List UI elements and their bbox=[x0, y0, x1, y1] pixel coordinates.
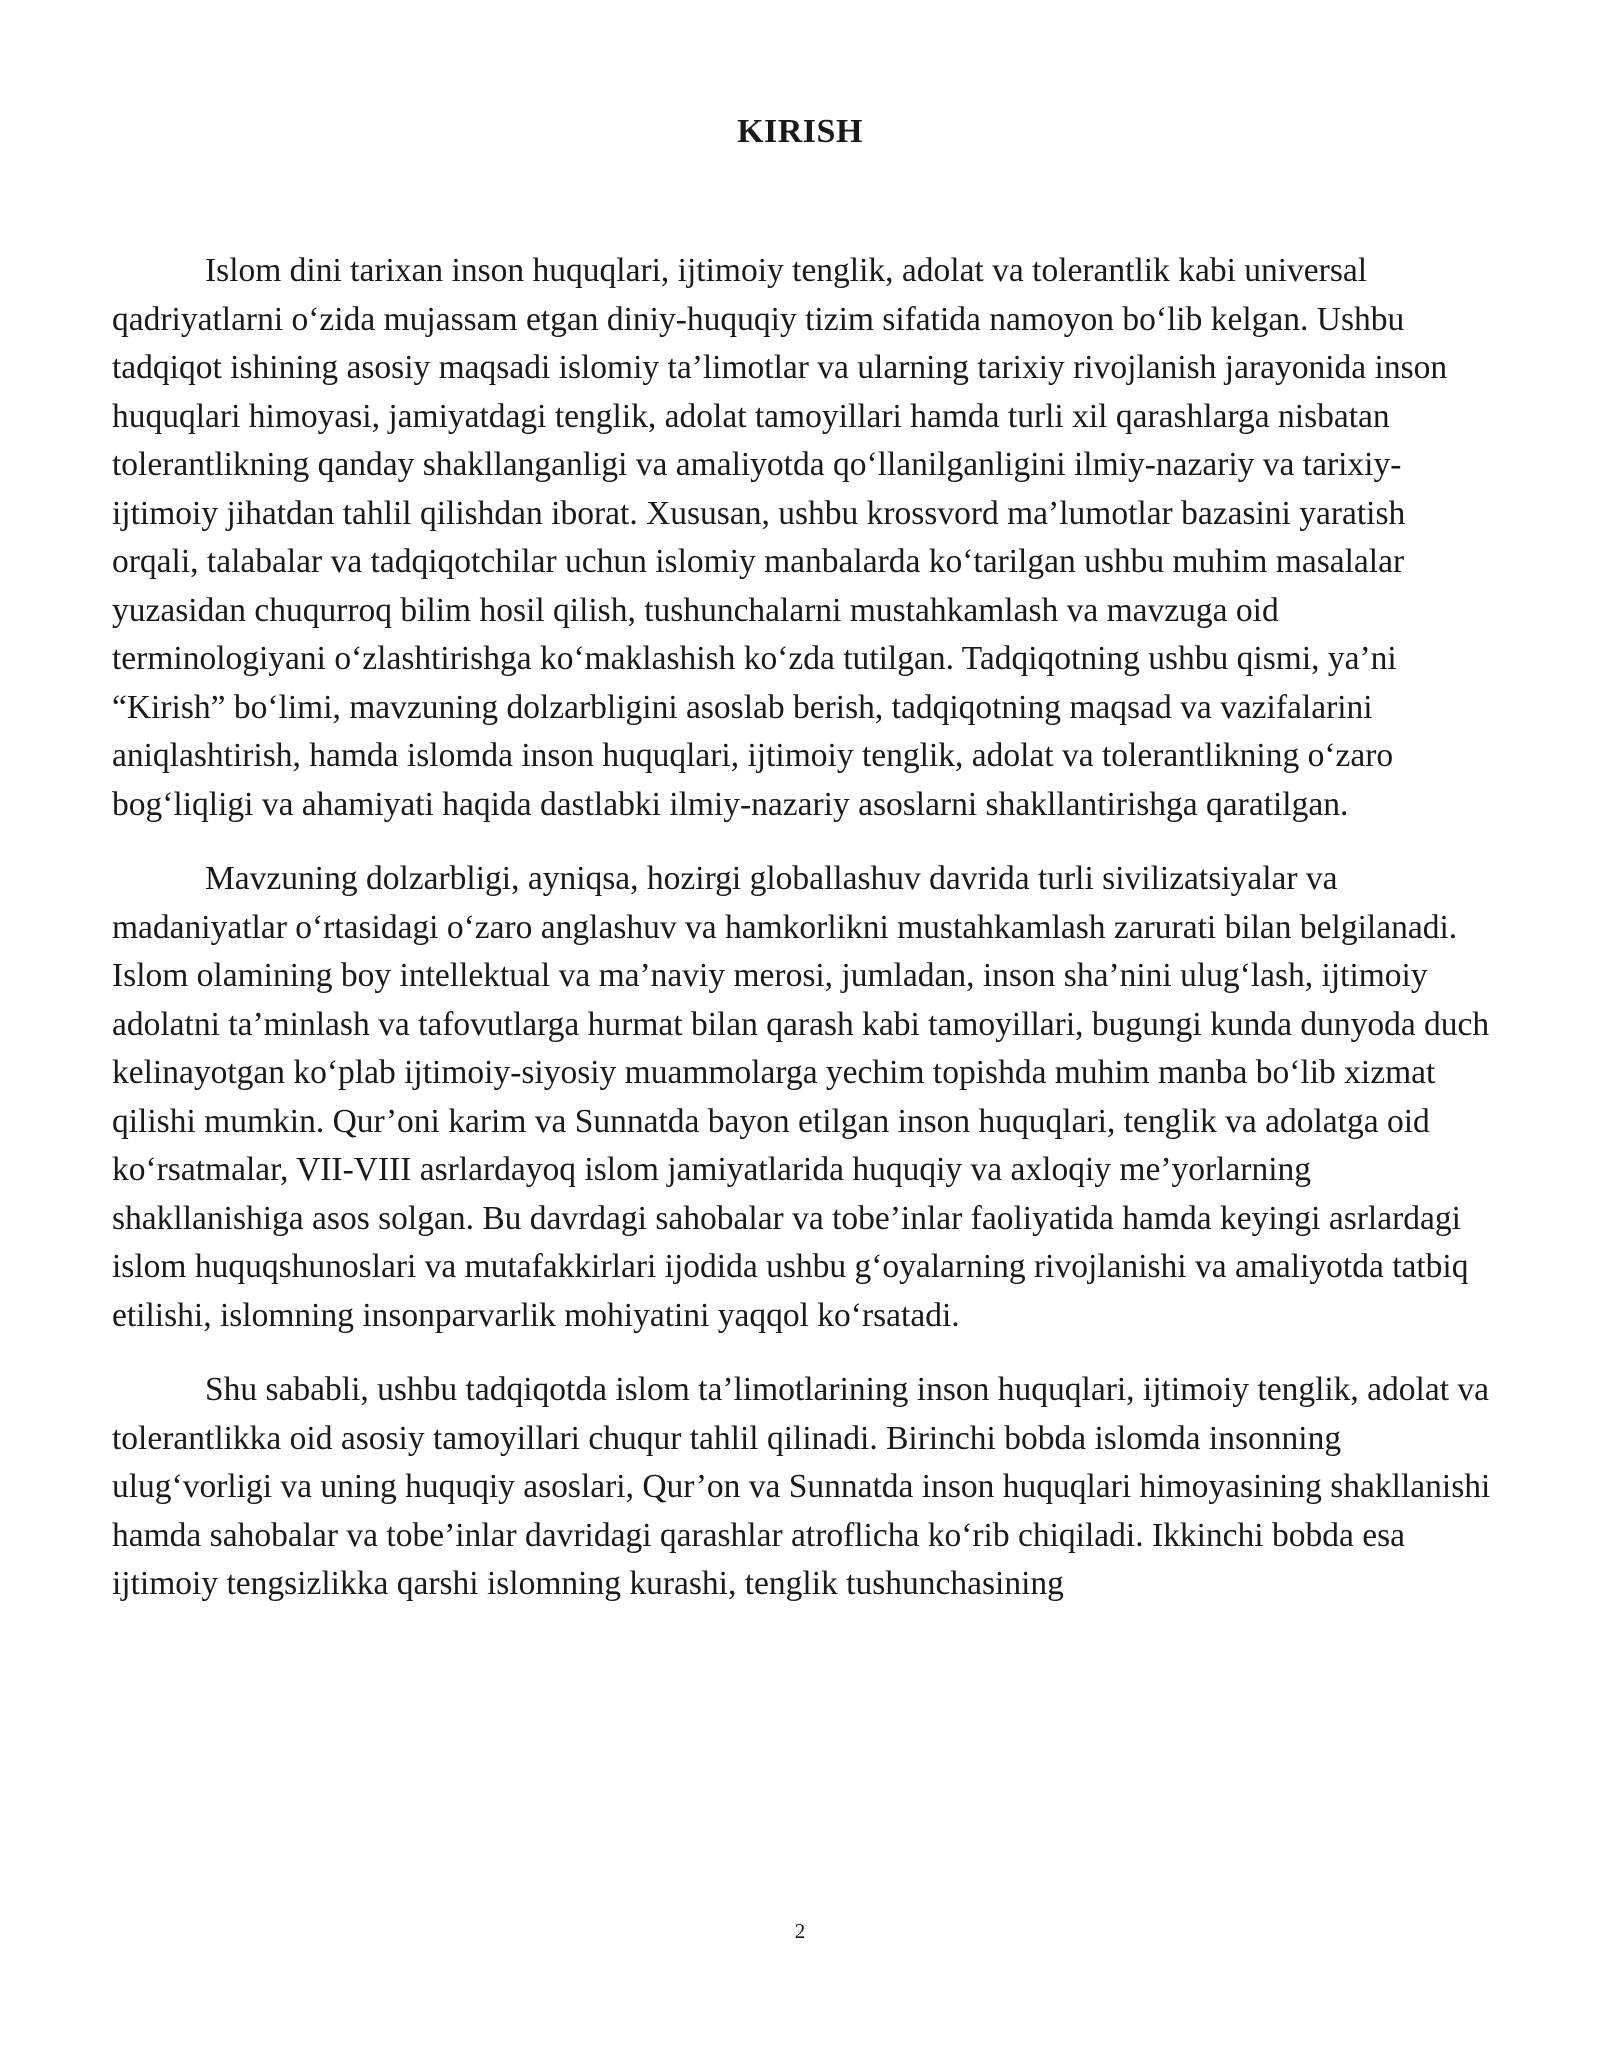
body-text bbox=[112, 247, 1500, 1635]
page-title: KIRISH bbox=[737, 113, 863, 150]
page-number: 2 bbox=[794, 1919, 806, 1943]
paragraph-3: Shu sababli, ushbu tadqiqotda islom ta’limotlarining inson huquqlari, ijtimoiy tenglik, adolat va tolerantlikka oid asosiy tamoyillari chuqur tahlil qilinadi. Birinchi bobda islomda insonning ulug‘vorligi va uning huquqiy asoslari, Qur’on va Sunnatda inson huquqlari himoyasining shakllanishi hamda sahobalar va tobe’inlar davridagi qarashlar atroflicha ko‘rib chiqiladi. Ikkinchi bobda esa ijtimoiy tengsizlikka qarshi islomning kurashi, tenglik tushunchasining bbox=[112, 1371, 1491, 1602]
paragraph-2: Mavzuning dolzarbligi, ayniqsa, hozirgi globallashuv davrida turli sivilizatsiyalar va madaniyatlar o‘rtasidagi o‘zaro anglashuv va hamkorlikni mustahkamlash zarurati bilan belgilanadi. Islom olamining boy intellektual va ma’naviy merosi, jumladan, inson sha’nini ulug‘lash, ijtimoiy adolatni ta’minlash va tafovutlarga hurmat bilan qarash kabi tamoyillari, bugungi kunda dunyoda duch kelinayotgan ko‘plab ijtimoiy-siyosiy muammolarga yechim topishda muhim manba bo‘lib xizmat qilishi mumkin. Qur’oni karim va Sunnatda bayon etilgan inson huquqlari, tenglik va adolatga oid ko‘rsatmalar, VII-VIII asrlardayoq islom jamiyatlarida huquqiy va axloqiy me’yorlarning shakllanishiga asos solgan. Bu davrdagi sahobalar va tobe’inlar faoliyatida hamda keyingi asrlardagi islom huquqshunoslari va mutafakkirlari ijodida ushbu g‘oyalarning rivojlanishi va amaliyotda tatbiq etilishi, islomning insonparvarlik mohiyatini yaqqol ko‘rsatadi. bbox=[112, 860, 1490, 1334]
paragraph-1: Islom dini tarixan inson huquqlari, ijtimoiy tenglik, adolat va tolerantlik kabi universal qadriyatlarni o‘zida mujassam etgan diniy-huquqiy tizim sifatida namoyon bo‘lib kelgan. Ushbu tadqiqot ishining asosiy maqsadi islomiy ta’limotlar va ularning tarixiy rivojlanish jarayonida inson huquqlari himoyasi, jamiyatdagi tenglik, adolat tamoyillari hamda turli xil qarashlarga nisbatan tolerantlikning qanday shakllanganligi va amaliyotda qo‘llanilganligini ilmiy-nazariy va tarixiy-ijtimoiy jihatdan tahlil qilishdan iborat. Xususan, ushbu krossvord ma’lumotlar bazasini yaratish orqali, talabalar va tadqiqotchilar uchun islomiy manbalarda ko‘tarilgan ushbu muhim masalalar yuzasidan chuqurroq bilim hosil qilish, tushunchalarni mustahkamlash va mavzuga oid terminologiyani o‘zlashtirishga ko‘maklashish ko‘zda tutilgan. Tadqiqotning ushbu qismi, ya’ni “Kirish” bo‘limi, mavzuning dolzarbligini asoslab berish, tadqiqotning maqsad va vazifalarini aniqlashtirish, hamda islomda inson huquqlari, ijtimoiy tenglik, adolat va tolerantlikning o‘zaro bog‘liqligi va ahamiyati haqida dastlabki ilmiy-nazariy asoslarni shakllantirishga qaratilgan. bbox=[112, 252, 1448, 823]
